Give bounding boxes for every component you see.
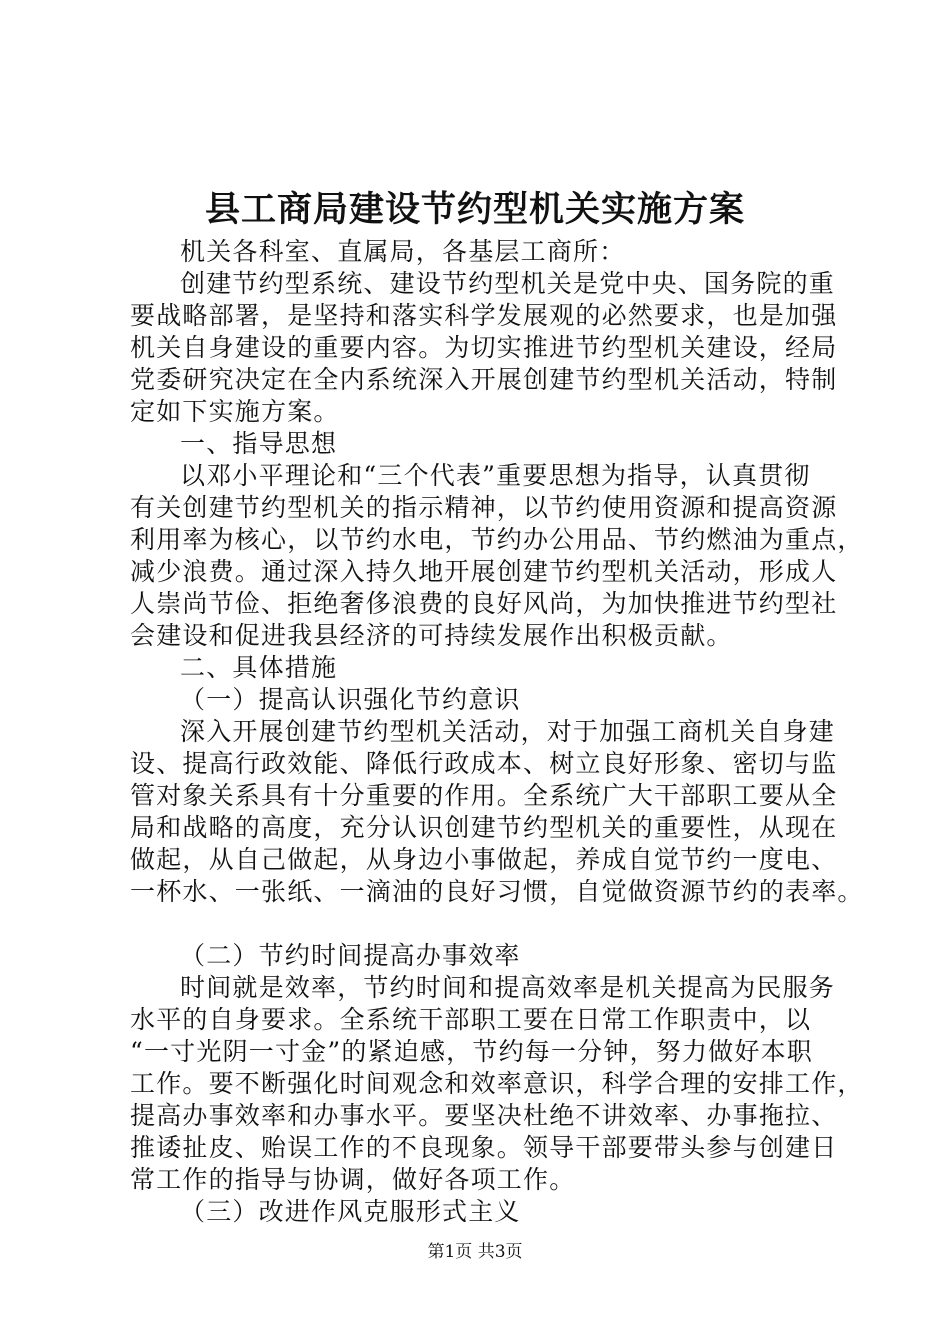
paragraph-line: “一寸光阴一寸金”的紧迫感，节约每一分钟，努力做好本职: [130, 1037, 813, 1066]
document-body: [130, 236, 864, 1228]
paragraph-line: 利用率为核心，以节约水电，节约办公用品、节约燃油为重点，: [130, 525, 864, 554]
paragraph-line: 水平的自身要求。全系统干部职工要在日常工作职责中，以: [130, 1005, 812, 1034]
subsection-heading: （二）节约时间提高办事效率: [180, 941, 521, 970]
section-heading: 二、具体措施: [180, 653, 338, 682]
paragraph-line: 有关创建节约型机关的指示精神，以节约使用资源和提高资源: [130, 493, 838, 522]
paragraph-line: 党委研究决定在全内系统深入开展创建节约型机关活动，特制: [130, 365, 838, 394]
paragraph-line: 推诿扯皮、贻误工作的不良现象。领导干部要带头参与创建日: [130, 1133, 838, 1162]
paragraph-line: 减少浪费。通过深入持久地开展创建节约型机关活动，形成人: [130, 557, 838, 586]
paragraph-line: 深入开展创建节约型机关活动，对于加强工商机关自身建: [180, 717, 836, 746]
paragraph-line: 管对象关系具有十分重要的作用。全系统广大干部职工要从全: [130, 781, 838, 810]
paragraph-line: 做起，从自己做起，从身边小事做起，养成自觉节约一度电、: [130, 845, 838, 874]
paragraph-line: 以邓小平理论和“三个代表”重要思想为指导，认真贯彻: [180, 461, 811, 490]
blank-line: [130, 908, 850, 940]
paragraph-line: 一杯水、一张纸、一滴油的良好习惯，自觉做资源节约的表率。: [130, 877, 864, 906]
subsection-heading: （一）提高认识强化节约意识: [180, 685, 521, 714]
paragraph-line: 常工作的指导与协调，做好各项工作。: [130, 1165, 576, 1194]
paragraph-line: 要战略部署，是坚持和落实科学发展观的必然要求，也是加强: [130, 301, 838, 330]
subsection-heading: （三）改进作风克服形式主义: [180, 1197, 521, 1226]
paragraph-line: 局和战略的高度，充分认识创建节约型机关的重要性，从现在: [130, 813, 838, 842]
section-heading: 一、指导思想: [180, 429, 338, 458]
paragraph-line: 会建设和促进我县经济的可持续发展作出积极贡献。: [130, 621, 733, 650]
paragraph-line: 创建节约型系统、建设节约型机关是党中央、国务院的重: [180, 269, 836, 298]
page-footer: 第1页 共3页: [427, 1242, 523, 1262]
salutation-line: 机关各科室、直属局，各基层工商所：: [180, 237, 626, 266]
paragraph-line: 工作。要不断强化时间观念和效率意识，科学合理的安排工作，: [130, 1069, 864, 1098]
paragraph-line: 人崇尚节俭、拒绝奢侈浪费的良好风尚，为加快推进节约型社: [130, 589, 838, 618]
paragraph-line: 时间就是效率，节约时间和提高效率是机关提高为民服务: [180, 973, 836, 1002]
paragraph-line: 定如下实施方案。: [130, 397, 340, 426]
paragraph-line: 提高办事效率和办事水平。要坚决杜绝不讲效率、办事拖拉、: [130, 1101, 838, 1130]
document-title: 县工商局建设节约型机关实施方案: [204, 189, 745, 230]
paragraph-line: 设、提高行政效能、降低行政成本、树立良好形象、密切与监: [130, 749, 838, 778]
paragraph-line: 机关自身建设的重要内容。为切实推进节约型机关建设，经局: [130, 333, 838, 362]
